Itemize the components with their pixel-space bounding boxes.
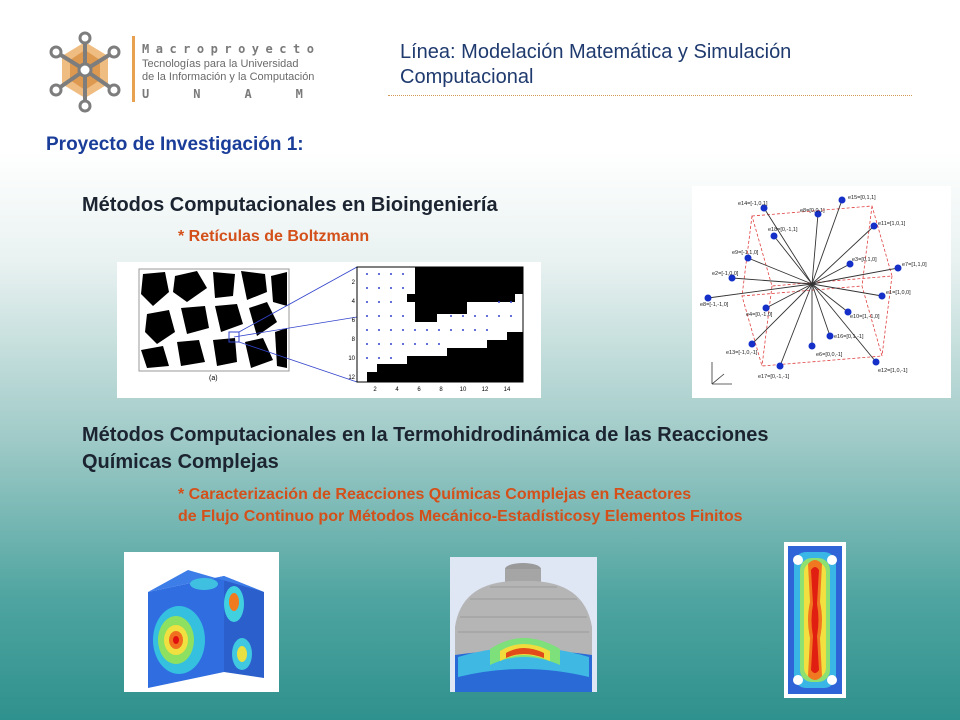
lattice-label: e4=[0,-1,0]: [746, 312, 773, 318]
section2-bullet: [178, 484, 948, 505]
lattice-label: e18=[0,-1,1]: [768, 227, 798, 233]
panel-label: (a): [209, 375, 218, 382]
lattice-label: e3=[0,1,0]: [852, 257, 877, 263]
section1-title: Métodos Computacionales en Bioingeniería: [82, 194, 498, 216]
linea-title-line-2: Computacional: [400, 66, 534, 88]
lattice-label: e6=[0,0,-1]: [816, 352, 843, 358]
porous-media-figure: [117, 262, 541, 398]
y-tick: 8: [351, 337, 355, 343]
lattice-label: e17=[0,-1,-1]: [758, 374, 790, 380]
hexagon-network-icon: [40, 30, 130, 114]
axes-icon: [712, 362, 732, 384]
x-tick: 4: [395, 387, 399, 393]
project-title: Proyecto de Investigación 1:: [46, 134, 304, 155]
cube-simulation-image: [124, 552, 279, 692]
header-divider: [388, 95, 912, 96]
x-tick: 6: [417, 387, 421, 393]
lattice-label: e10=[1,-1,0]: [850, 314, 880, 320]
logo-name: Macroproyecto: [142, 42, 321, 56]
y-tick: 10: [348, 356, 355, 362]
y-tick: 12: [348, 375, 355, 381]
lattice-label: e13=[-1,0,-1]: [726, 350, 758, 356]
lattice-label: e7=[1,1,0]: [902, 262, 927, 268]
y-tick: 4: [351, 299, 355, 305]
reactor-vessel-image: [450, 557, 597, 692]
section2-title: [82, 422, 942, 476]
lattice-label: e15=[0,1,1]: [848, 195, 876, 201]
lattice-label: e12=[1,0,-1]: [878, 368, 908, 374]
section1-bullet: * Retículas de Boltzmann: [178, 228, 370, 245]
logo-line-2: de la Información y la Computación: [142, 71, 315, 83]
section2-bullet-line-1: * Caracterización de Reacciones Químicas Complejas en Reactores: [178, 486, 692, 503]
section2-title-line-2: Químicas Complejas: [82, 451, 279, 473]
x-tick: 8: [439, 387, 443, 393]
linea-title: [400, 40, 920, 90]
lattice-label: e8=[0,0,1]: [800, 208, 825, 214]
lattice-label: e9=[-1,1,0]: [732, 250, 759, 256]
lattice-velocity-figure: [692, 186, 951, 398]
logo: [40, 30, 130, 114]
reactor-section-image: [784, 542, 846, 698]
lattice-label: e8=[-1,-1,0]: [700, 302, 729, 308]
section2-title-line-1: Métodos Computacionales en la Termohidrodinámica de las Reacciones: [82, 424, 769, 446]
logo-divider: [132, 36, 135, 102]
linea-title-line-1: Línea: Modelación Matemática y Simulación: [400, 41, 792, 63]
x-tick: 10: [459, 387, 467, 393]
logo-unam: UNAM: [142, 87, 347, 101]
lattice-label: e2=[-1,0,0]: [712, 271, 739, 277]
section2-bullet-line-2: de Flujo Continuo por Métodos Mecánico-Estadísticosy Elementos Finitos: [178, 508, 743, 525]
x-tick: 12: [481, 387, 489, 393]
logo-line-1: Tecnologías para la Universidad: [142, 58, 299, 70]
lattice-label: e16=[0,1,-1]: [834, 334, 864, 340]
lattice-label: e11=[1,0,1]: [878, 221, 906, 227]
x-tick: 2: [373, 387, 377, 393]
x-tick: 14: [503, 387, 511, 393]
logo-text: [142, 42, 347, 101]
lattice-label: e1=[1,0,0]: [886, 290, 911, 296]
y-tick: 2: [351, 280, 355, 286]
y-tick: 6: [351, 318, 355, 324]
lattice-label: e14=[-1,0,1]: [738, 201, 768, 207]
